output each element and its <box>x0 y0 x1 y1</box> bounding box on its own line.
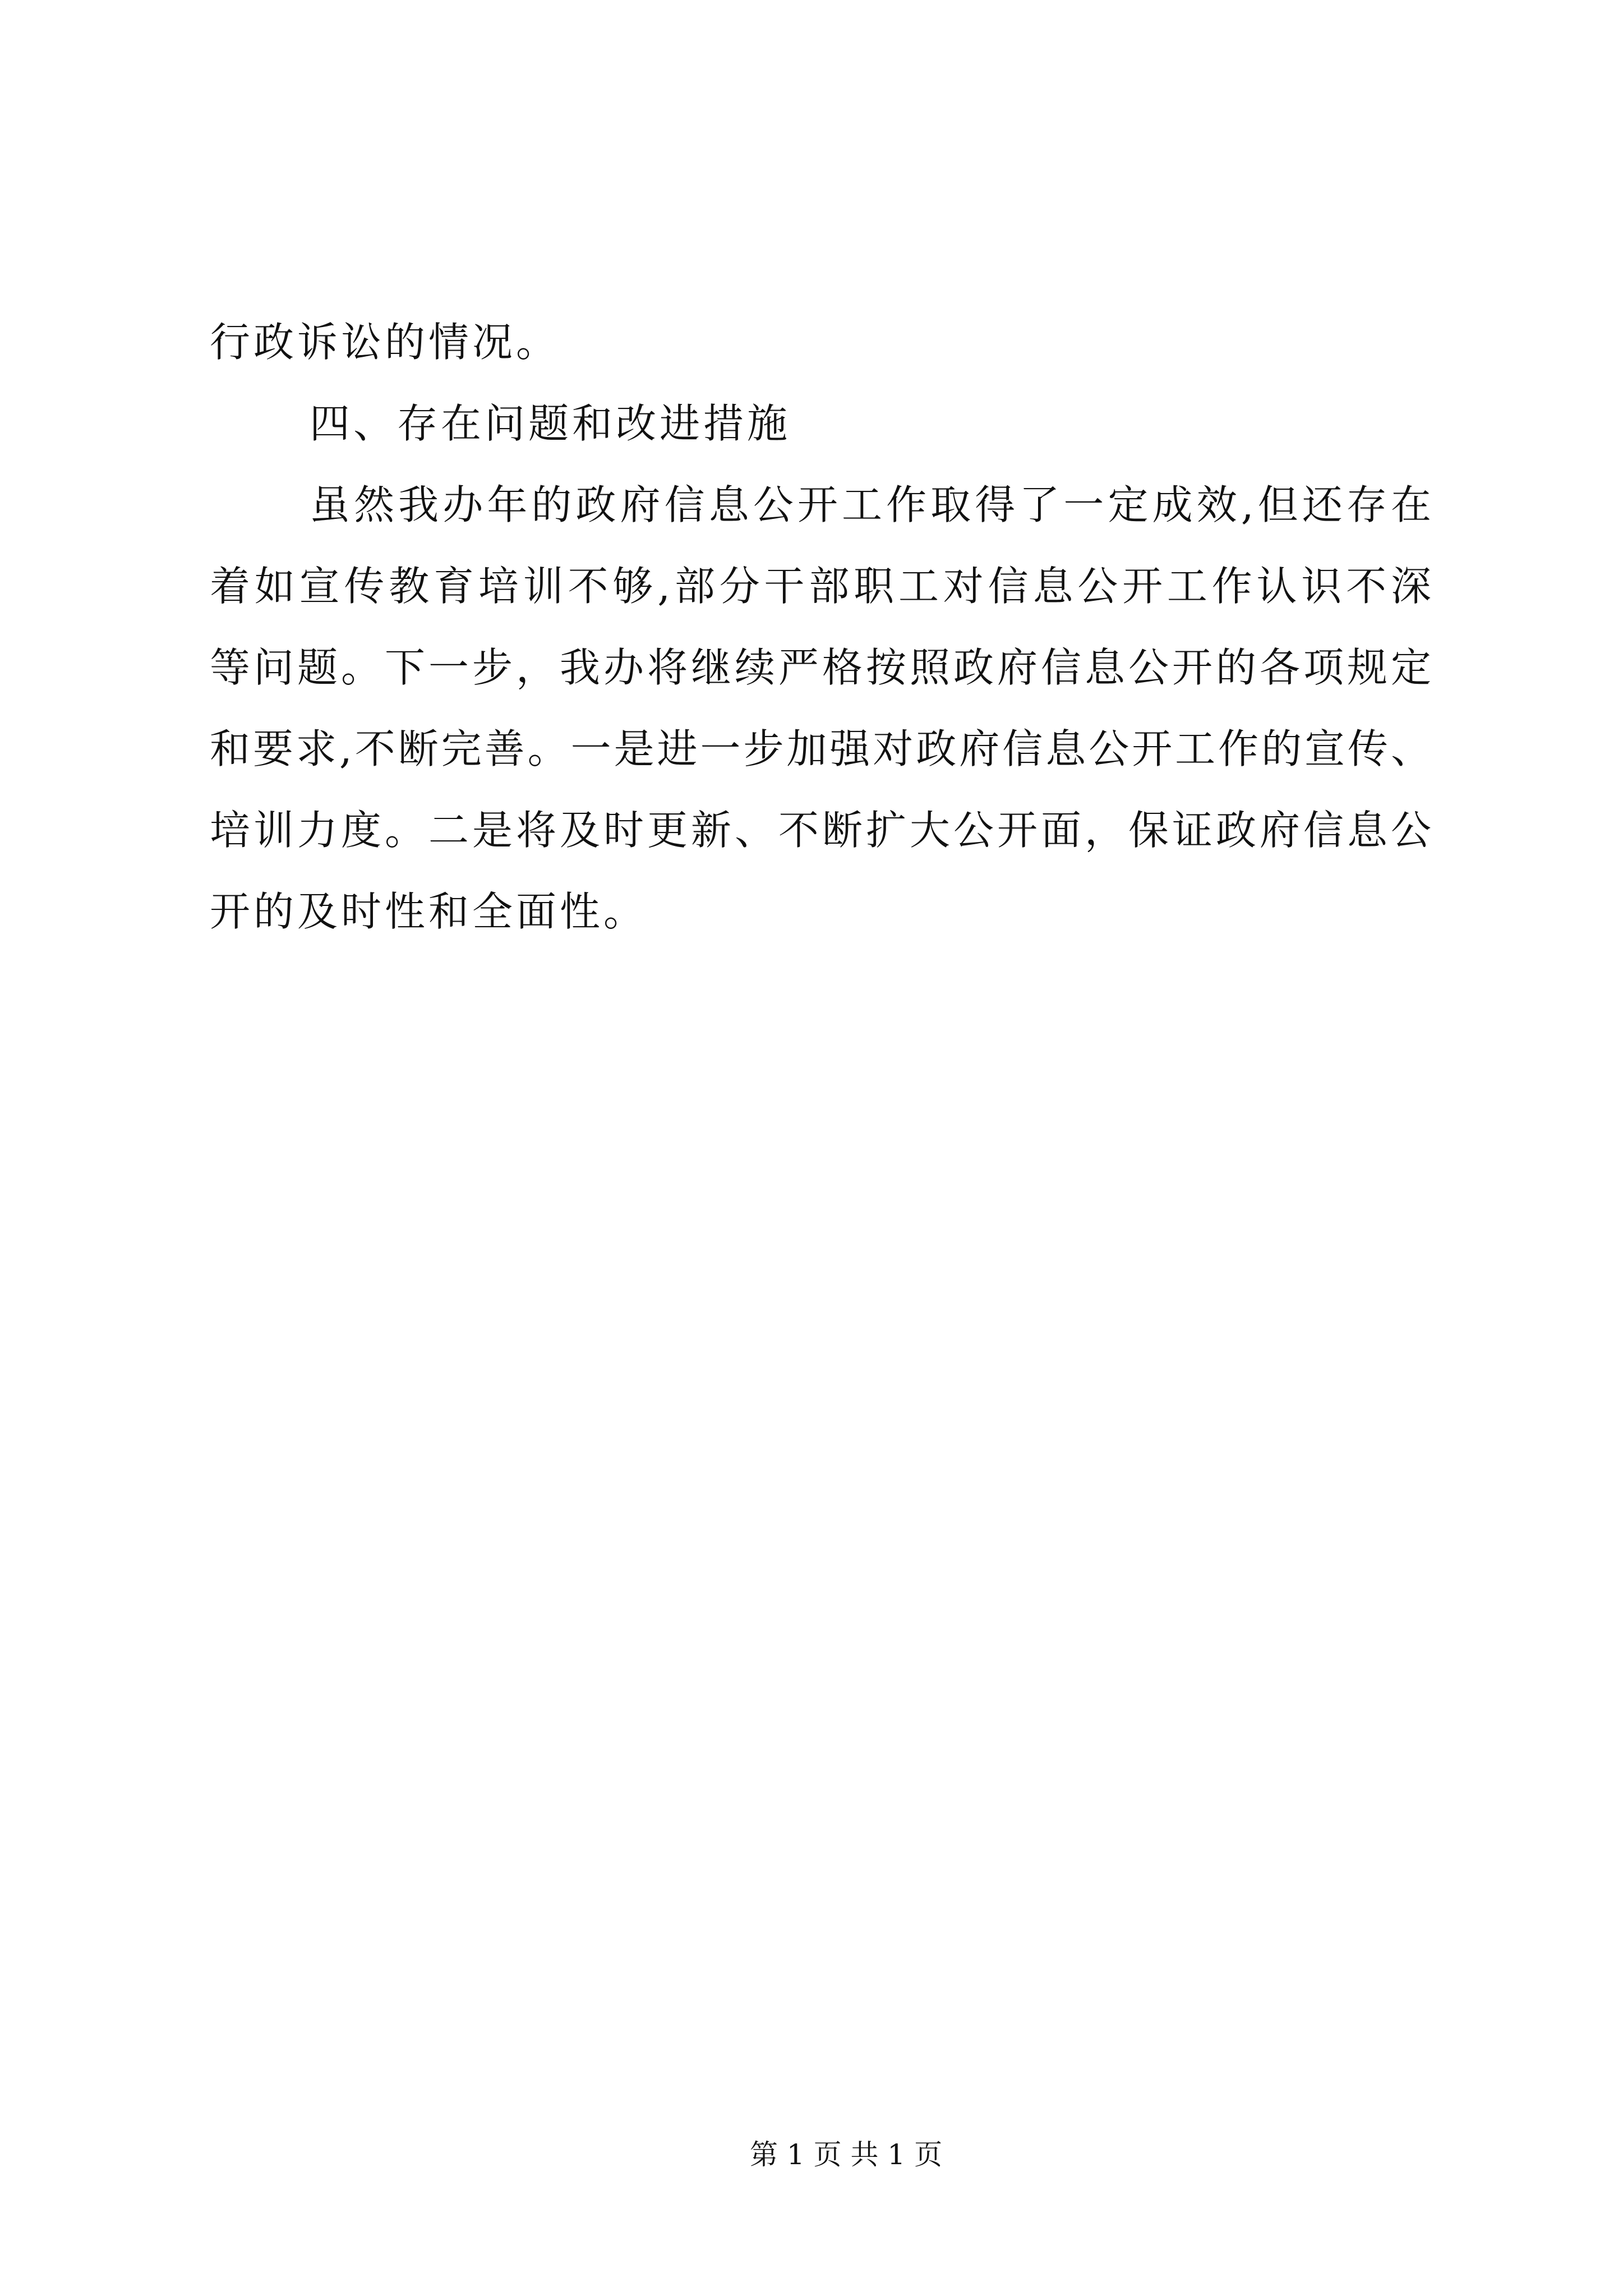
paragraph-line: 等问题。下一步，我办将继续严格按照政府信息公开的各项规定 <box>210 644 1431 691</box>
paragraph-line: 虽然我办年的政府信息公开工作取得了一定成效,但还存在 <box>310 481 1431 528</box>
paragraph-line: 行政诉讼的情况。 <box>210 319 560 366</box>
document-body <box>210 302 1431 953</box>
paragraph-line: 培训力度。二是将及时更新、不断扩大公开面，保证政府信息公 <box>210 807 1431 854</box>
section-heading: 四、存在问题和改进措施 <box>310 400 791 447</box>
paragraph-line: 开的及时性和全面性。 <box>210 888 648 935</box>
paragraph-line: 和要求,不断完善。一是进一步加强对政府信息公开工作的宣传、 <box>210 725 1431 772</box>
page-number-footer: 第 1 页 共 1 页 <box>750 2138 943 2171</box>
paragraph-line: 着如宣传教育培训不够,部分干部职工对信息公开工作认识不深 <box>210 563 1431 610</box>
